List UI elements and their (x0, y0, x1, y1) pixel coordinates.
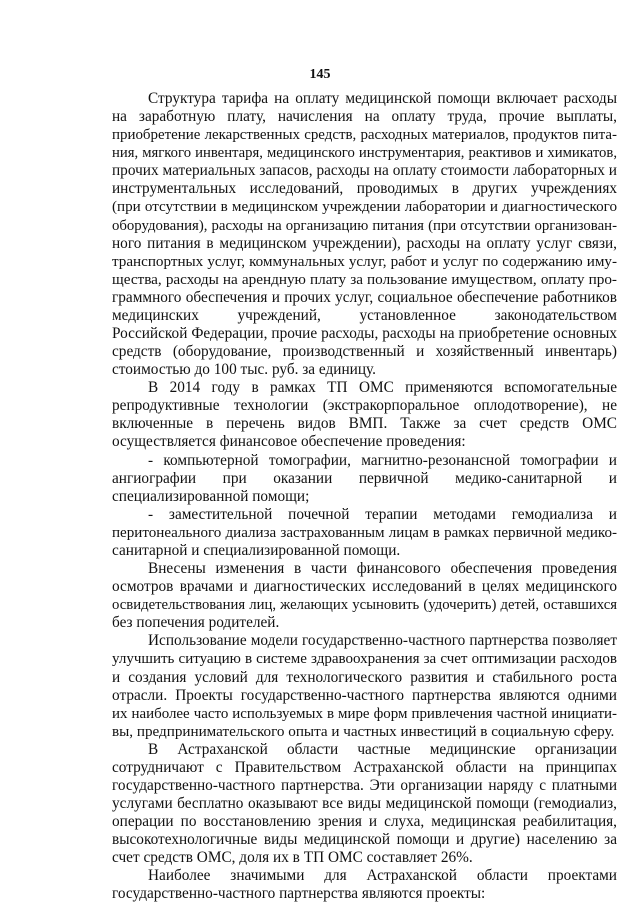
text-line: средств (оборудование, производственный и хозяйственный инвентарь) (112, 343, 617, 361)
page-number: 145 (309, 67, 331, 82)
text-line: (при отсутствии в медицинском учреждении лаборатории и диагностического (112, 199, 617, 216)
text-line: государственно-частного партнерства являются проекты: (112, 885, 486, 903)
text-line: улучшить ситуацию в системе здравоохранения за счет оптимизации расходов (112, 651, 617, 668)
text-line: инструментальных исследований, проводимых в других учреждениях (112, 180, 617, 198)
body-text (112, 90, 617, 904)
text-line: операции по восстановлению зрения и слуха, медицинская реабилитация, (112, 813, 617, 831)
text-line: В 2014 году в рамках ТП ОМС применяются вспомогательные (148, 379, 617, 397)
text-line: отрасли. Проекты государственно-частного партнерства являются одними (112, 686, 617, 704)
text-line: прочих материальных запасов, расходы на оплату стоимости лабораторных и (112, 162, 617, 180)
text-line: сотрудничают с Правительством Астраханской области на принципах (112, 758, 617, 776)
text-line: на заработную плату, начисления на оплату труда, прочие выплаты, (112, 108, 617, 126)
text-line: оборудования), расходы на организацию питания (при отсутствии организован- (112, 217, 617, 234)
text-line: Наиболее значимыми для Астраханской области проектами (148, 867, 617, 885)
text-line: осмотров врачами и диагностических исследований в целях медицинского (112, 578, 617, 596)
text-line: ного питания в медицинском учреждении), расходы на оплату услуг связи, (112, 234, 617, 252)
text-line: Внесены изменения в части финансового обеспечения проведения (148, 560, 617, 578)
text-line: Структура тарифа на оплату медицинской помощи включает расходы (148, 90, 617, 107)
text-line: их наиболее часто используемых в мире форм привлечения частной инициати- (112, 705, 617, 722)
text-line: санитарной и специализированной помощи. (112, 541, 401, 559)
text-line: и создания условий для технологического развития и стабильного роста (112, 668, 617, 686)
text-line: В Астраханской области частные медицинские организации (148, 740, 617, 758)
text-line: счет средств ОМС, доля их в ТП ОМС составляет 26%. (112, 849, 473, 867)
text-line: перитонеального диализа застрахованным лицам в рамках первичной медико- (112, 524, 617, 541)
text-line: государственно-частного партнерства. Эти организации наряду с платными (112, 776, 617, 794)
text-line: без попечения родителей. (112, 614, 280, 632)
text-line: приобретение лекарственных средств, расходных материалов, продуктов пита- (112, 127, 617, 144)
text-line: ния, мягкого инвентаря, медицинского инструментария, реактивов и химикатов, (112, 145, 617, 162)
text-line: - компьютерной томографии, магнитно-резонансной томографии и (148, 451, 617, 469)
text-line: осуществляется финансовое обеспечение проведения: (112, 433, 466, 451)
text-line: Использование модели государственно-частного партнерства позволяет (148, 632, 617, 650)
text-line: специализированной помощи; (112, 487, 310, 505)
text-line: медицинских учреждений, установленное законодательством (112, 306, 617, 324)
text-line: щества, расходы на арендную плату за пользование имуществом, оплату про- (112, 270, 617, 288)
text-line: - заместительной почечной терапии методами гемодиализа и (148, 505, 617, 523)
text-line: репродуктивные технологии (экстракорпоральное оплодотворение), не (112, 397, 617, 415)
text-line: граммного обеспечения и прочих услуг, социальное обеспечение работников (112, 288, 617, 306)
text-line: высокотехнологичные виды медицинской помощи и другие) населению за (112, 831, 617, 849)
text-line: транспортных услуг, коммунальных услуг, работ и услуг по содержанию иму- (112, 253, 617, 270)
text-line: ангиографии при оказании первичной медико-санитарной и (112, 469, 617, 487)
text-line: услугами бесплатно оказывают все виды медицинской помощи (гемодиализ, (112, 795, 617, 813)
text-line: стоимостью до 100 тыс. руб. за единицу. (112, 361, 376, 379)
text-line: включенные в перечень видов ВМП. Также за счет средств ОМС (112, 415, 617, 433)
text-line: вы, предпринимательского опыта и частных инвестиций в социальную сферу. (112, 723, 615, 740)
text-line: Российской Федерации, прочие расходы, расходы на приобретение основных (112, 325, 617, 343)
text-line: освидетельствования лиц, желающих усыновить (удочерить) детей, оставшихся (112, 597, 617, 614)
